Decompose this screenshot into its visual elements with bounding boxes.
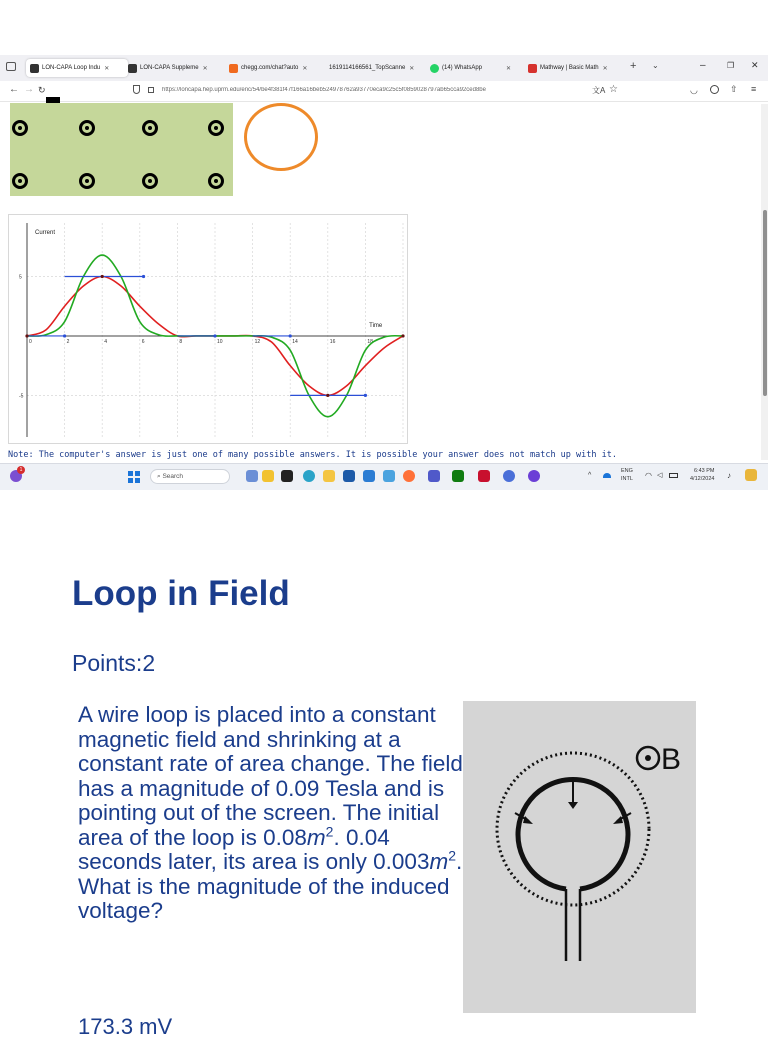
tab-label: Mathway | Basic Math bbox=[540, 65, 599, 71]
x-tick-label: 4 bbox=[104, 338, 107, 345]
whatsapp-icon bbox=[430, 64, 439, 73]
x-tick-label: 16 bbox=[329, 338, 336, 345]
curve-point bbox=[25, 334, 28, 337]
close-icon[interactable]: ✕ bbox=[506, 65, 512, 72]
initial-area-value: 0.08 bbox=[263, 824, 307, 850]
bell-icon[interactable]: ♪ bbox=[727, 471, 731, 480]
area-exponent: 2 bbox=[448, 847, 457, 864]
x-tick-label: 8 bbox=[179, 338, 183, 345]
language-indicator-layout[interactable]: INTL bbox=[621, 476, 633, 482]
tab-topscanner[interactable] bbox=[329, 59, 421, 77]
tab-label: LON-CAPA Loop Indu bbox=[42, 65, 101, 71]
pocket-icon[interactable]: ◡ bbox=[690, 85, 698, 95]
question-title: Loop in Field bbox=[72, 574, 290, 613]
tray-expand-icon[interactable]: ^ bbox=[588, 472, 592, 479]
scrollbar-thumb[interactable] bbox=[763, 210, 767, 396]
tab-label: chegg.com/chat?auto bbox=[241, 65, 299, 71]
loop-diagram-svg bbox=[463, 701, 696, 1013]
slope-endpoint bbox=[364, 394, 367, 397]
lock-icon[interactable] bbox=[148, 87, 154, 93]
x-axis-title: Time bbox=[369, 322, 383, 329]
share-icon[interactable]: ⇧ bbox=[730, 84, 738, 94]
x-tick-label: 10 bbox=[217, 338, 223, 345]
field-out-of-page-icon bbox=[142, 173, 158, 189]
close-icon[interactable]: ✕ bbox=[302, 65, 308, 72]
bookmark-star-icon[interactable]: ☆ bbox=[609, 84, 618, 95]
magnetic-field-region bbox=[10, 103, 233, 196]
search-placeholder: Search bbox=[162, 473, 184, 480]
wifi-icon[interactable]: ◠ bbox=[645, 471, 652, 480]
area-exponent: 2 bbox=[325, 823, 334, 839]
question-text-part: A wire loop is placed into a constant magnetic field and shrinking at a constant rate of area change. The field has a magnitude of 0.09 Tesla and is pointing out of the screen. The initial area of the loop is bbox=[78, 702, 463, 850]
question-text bbox=[78, 703, 468, 924]
taskbar-search-box[interactable]: ⌕ Search bbox=[150, 469, 230, 484]
x-tick-label: 12 bbox=[254, 338, 261, 345]
graph-plot bbox=[9, 215, 407, 443]
field-out-of-page-icon bbox=[208, 120, 224, 136]
tab-loncapa-supplement[interactable] bbox=[128, 59, 224, 77]
tab-label: LON-CAPA Suppleme bbox=[140, 65, 199, 71]
clipped-label-fragment bbox=[46, 97, 60, 103]
close-icon[interactable]: ✕ bbox=[602, 65, 608, 72]
tab-loncapa-loop[interactable] bbox=[26, 59, 128, 77]
tab-whatsapp[interactable] bbox=[430, 59, 522, 77]
new-tab-icon[interactable]: + bbox=[630, 60, 637, 72]
clock-time[interactable]: 6:43 PM bbox=[694, 468, 715, 474]
onedrive-icon[interactable] bbox=[603, 473, 611, 478]
store-icon[interactable] bbox=[343, 470, 355, 482]
final-area-value: 0.003 bbox=[373, 849, 430, 874]
task-view-icon[interactable] bbox=[281, 470, 293, 482]
forward-arrow-icon[interactable]: → bbox=[24, 84, 34, 95]
battery-icon[interactable] bbox=[669, 473, 678, 478]
answer-value: 173.3 mV bbox=[78, 1014, 173, 1039]
question-points: Points:2 bbox=[72, 650, 156, 676]
back-arrow-icon[interactable]: ← bbox=[9, 84, 19, 95]
teams-icon[interactable] bbox=[428, 470, 440, 482]
chrome-icon[interactable] bbox=[503, 470, 515, 482]
photos-icon[interactable] bbox=[383, 470, 395, 482]
xbox-icon[interactable] bbox=[452, 470, 464, 482]
shrink-arrowhead bbox=[523, 816, 533, 824]
x-tick-label: 14 bbox=[292, 338, 298, 345]
chevron-down-icon[interactable]: ⌄ bbox=[652, 61, 659, 70]
close-icon[interactable]: ✕ bbox=[409, 65, 415, 72]
slope-endpoint bbox=[289, 334, 292, 337]
field-out-of-page-icon bbox=[79, 173, 95, 189]
y-tick-label: -5 bbox=[19, 393, 24, 400]
clock-date[interactable]: 4/12/2024 bbox=[690, 476, 715, 482]
slope-endpoint bbox=[142, 275, 145, 278]
app-icon[interactable] bbox=[528, 470, 540, 482]
file-explorer-icon[interactable] bbox=[323, 470, 335, 482]
minimize-icon[interactable]: – bbox=[700, 60, 706, 71]
shield-icon[interactable] bbox=[133, 85, 140, 94]
widgets-icon[interactable] bbox=[246, 470, 258, 482]
mail-icon[interactable] bbox=[363, 470, 375, 482]
windows-taskbar bbox=[0, 463, 768, 490]
field-out-of-page-icon bbox=[12, 120, 28, 136]
question-text-part: . 0.04 seconds later, its area is only bbox=[78, 824, 390, 874]
loncapa-icon bbox=[128, 64, 137, 73]
x-tick-label: 18 bbox=[367, 338, 373, 345]
current-vs-time-graph bbox=[8, 214, 408, 444]
x-tick-label: 2 bbox=[66, 338, 70, 345]
close-window-icon[interactable]: ✕ bbox=[751, 60, 759, 70]
field-dot bbox=[645, 755, 651, 761]
field-label: B bbox=[661, 743, 682, 776]
mathway-icon bbox=[528, 64, 537, 73]
notification-badge: 1 bbox=[17, 466, 25, 474]
shrink-arrowhead bbox=[568, 802, 578, 809]
field-out-of-page-icon bbox=[12, 173, 28, 189]
wire-loop bbox=[244, 103, 318, 171]
curve-point bbox=[101, 275, 104, 278]
restore-icon[interactable]: ❐ bbox=[727, 61, 735, 70]
menu-icon[interactable]: ≡ bbox=[751, 84, 757, 94]
tab-list-icon[interactable] bbox=[6, 62, 16, 71]
y-axis-title: Current bbox=[35, 230, 56, 236]
chegg-icon bbox=[229, 64, 238, 73]
field-out-of-page-icon bbox=[79, 120, 95, 136]
tab-label: 1619114166561_TopScanne bbox=[329, 65, 406, 71]
tab-mathway[interactable] bbox=[528, 59, 620, 77]
firefox-icon[interactable] bbox=[403, 470, 415, 482]
shrink-arrowhead bbox=[613, 816, 623, 824]
browser-tab-bar bbox=[0, 55, 768, 82]
speaker-icon[interactable]: ◁ bbox=[657, 472, 663, 479]
question-text-part: . What is the magnitude of the induced voltage? bbox=[78, 849, 463, 923]
copilot-icon[interactable] bbox=[745, 469, 757, 481]
edge-browser-icon[interactable] bbox=[303, 470, 315, 482]
y-tick-label: 5 bbox=[19, 274, 22, 281]
computer-answer-note: Note: The computer's answer is just one of many possible answers. It is possible your answer does not match up with it. bbox=[8, 450, 617, 460]
x-tick-label: 0 bbox=[29, 338, 32, 345]
close-icon[interactable]: ✕ bbox=[202, 65, 208, 72]
account-icon[interactable] bbox=[710, 85, 719, 94]
curve-point bbox=[326, 394, 329, 397]
address-bar-row bbox=[0, 81, 768, 102]
windows-start-icon[interactable] bbox=[128, 471, 140, 483]
weather-icon[interactable] bbox=[262, 470, 274, 482]
close-icon[interactable]: ✕ bbox=[104, 65, 110, 72]
slope-endpoint bbox=[213, 334, 216, 337]
field-out-of-page-icon bbox=[208, 173, 224, 189]
area-unit: m bbox=[429, 849, 449, 874]
field-out-of-page-icon bbox=[142, 120, 158, 136]
language-indicator[interactable]: ENG bbox=[621, 468, 633, 474]
reload-icon[interactable]: ↻ bbox=[38, 85, 46, 95]
tab-label: (14) WhatsApp bbox=[442, 65, 483, 71]
x-tick-label: 6 bbox=[141, 338, 145, 345]
mcafee-icon[interactable] bbox=[478, 470, 490, 482]
curve-point bbox=[401, 334, 404, 337]
shrinking-loop-diagram bbox=[463, 701, 696, 1013]
area-unit: m bbox=[306, 824, 326, 850]
loncapa-icon bbox=[30, 64, 39, 73]
url-field[interactable]: https://loncapa.hep.uprm.edu/enc/54/be4f381f47f166a16beb524978762a93770eca9c25c5f0859028797ab65cca92ced8be bbox=[162, 87, 486, 93]
tab-chegg[interactable] bbox=[229, 59, 321, 77]
translate-icon[interactable]: 文A bbox=[592, 86, 606, 95]
slope-endpoint bbox=[63, 334, 66, 337]
